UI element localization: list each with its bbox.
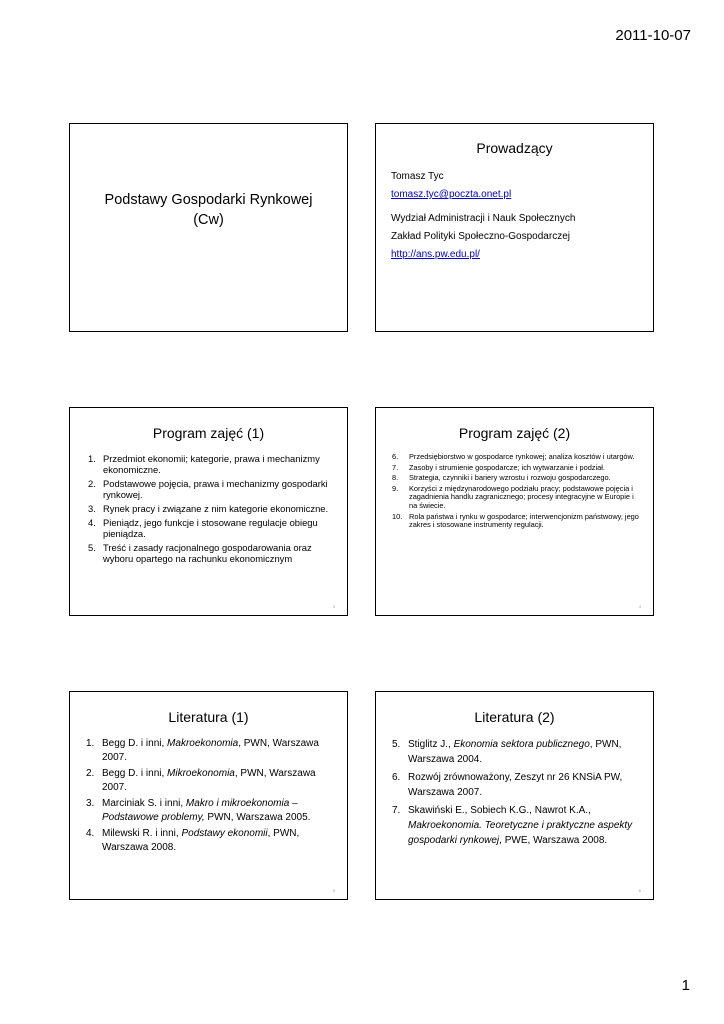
contact-info (376, 170, 653, 261)
list-item (376, 513, 639, 530)
faculty-name: Wydział Administracji i Nauk Społecznych (391, 213, 576, 224)
slide-heading: Program zajęć (2) (458, 425, 571, 441)
item-number: 5. (88, 542, 96, 553)
item-author: Begg D. i inni, (102, 738, 168, 749)
list-item (376, 803, 639, 848)
slide-literature-2 (375, 691, 654, 900)
item-book-title: Ekonomia sektora publicznego (453, 739, 590, 750)
slide-heading: Program zajęć (1) (152, 425, 265, 441)
list-item (70, 517, 333, 539)
list-item (70, 797, 333, 824)
slide-heading: Literatura (1) (168, 709, 249, 725)
list-item (376, 737, 639, 767)
item-text: Pieniądz, jego funkcje i stosowane regulacje obiegu pieniądza. (103, 517, 318, 539)
item-number: 2. (86, 768, 95, 779)
list-item (376, 770, 639, 800)
website-link[interactable]: http://ans.pw.edu.pl/ (391, 249, 480, 260)
item-book-title: Makroekonomia. Teoretyczne i praktyczne aspekty gospodarki rynkowej (408, 820, 633, 846)
list-item (70, 453, 333, 475)
list-item (70, 737, 333, 764)
slide-program-2 (375, 407, 654, 616)
list-item (376, 453, 639, 462)
page-number: 1 (681, 977, 690, 994)
page-date: 2011-10-07 (615, 27, 691, 44)
item-text: Rynek pracy i związane z nim kategorie ekonomiczne. (103, 503, 329, 514)
list-item (376, 464, 639, 473)
item-number: 5. (392, 739, 401, 750)
item-author: Marciniak S. i inni, (102, 798, 186, 809)
item-number: 3. (88, 503, 96, 514)
item-author: Rozwój zrównoważony, Zeszyt nr 26 KNSiA PW, Warszawa 2007. (408, 772, 623, 798)
list-item (376, 474, 639, 483)
item-number: 1. (86, 738, 95, 749)
list-item (70, 767, 333, 794)
slide-literature-1 (69, 691, 348, 900)
slide-main-title (70, 190, 347, 230)
program-list (70, 453, 347, 564)
item-number: 9. (392, 483, 399, 493)
email-link[interactable]: tomasz.tyc@poczta.onet.pl (391, 189, 512, 200)
literature-list (70, 737, 347, 854)
item-number: 4. (86, 828, 95, 839)
item-book-title: Makro i mikroekonomia – Podstawowe problemy, (102, 798, 298, 823)
item-author: Begg D. i inni, (102, 768, 168, 779)
item-text: Przedmiot ekonomii; kategorie, prawa i mechanizmy ekonomiczne. (103, 453, 320, 475)
instructor-name: Tomasz Tyc (391, 171, 444, 182)
title-line-2: (Cw) (193, 212, 224, 228)
item-author: Milewski R. i inni, (102, 828, 182, 839)
item-publisher: , PWE, Warszawa 2008. (499, 835, 608, 846)
item-text: Podstawowe pojęcia, prawa i mechanizmy gospodarki rynkowej. (103, 478, 328, 500)
list-item (376, 485, 639, 511)
list-item (70, 503, 333, 514)
item-number: 6. (392, 452, 399, 461)
slide-title (69, 123, 348, 332)
slide-number: 3 (332, 604, 335, 609)
item-book-title: Podstawy ekonomii (181, 828, 268, 839)
title-line-1: Podstawy Gospodarki Rynkowej (104, 192, 313, 208)
list-item (70, 478, 333, 500)
list-item (70, 827, 333, 854)
item-publisher: , PWN, Warszawa 2004. (408, 739, 622, 765)
item-text: Zasoby i strumienie gospodarcze; ich wytwarzanie i podział. (409, 462, 605, 472)
literature-list (376, 737, 653, 848)
item-number: 4. (88, 517, 96, 528)
item-text: Rola państwa i rynku w gospodarce; interwencjonizm państwowy, jego zakres i stosowane instrumenty regulacji. (409, 511, 639, 530)
slide-number: 5 (332, 888, 335, 893)
item-book-title: Mikroekonomia (167, 768, 235, 779)
slide-heading: Prowadzący (476, 140, 553, 156)
item-publisher: PWN, Warszawa 2005. (204, 811, 311, 823)
item-author: Skawiński E., Sobiech K.G., Nawrot K.A., (408, 805, 591, 816)
program-list (376, 453, 653, 530)
slide-number: 4 (638, 604, 641, 609)
slide-program-1 (69, 407, 348, 616)
item-publisher: , PWN, Warszawa 2008. (102, 828, 300, 853)
item-number: 8. (392, 473, 399, 483)
item-number: 6. (392, 772, 401, 783)
item-number: 7. (392, 805, 401, 816)
slide-instructor (375, 123, 654, 332)
item-number: 2. (88, 478, 96, 489)
item-number: 10. (392, 511, 403, 521)
item-author: Stiglitz J., (408, 739, 454, 750)
slide-number: 6 (638, 888, 641, 893)
item-text: Korzyści z międzynarodowego podziału pracy; podstawowe pojęcia i zagadnienia handlu zagranicznego; procesy integracyjne w Europie i na świecie. (409, 483, 634, 510)
item-number: 7. (392, 462, 399, 472)
item-text: Przedsiębiorstwo w gospodarce rynkowej; analiza kosztów i utargów. (409, 452, 635, 461)
item-publisher: , PWN, Warszawa 2007. (102, 738, 319, 763)
item-text: Treść i zasady racjonalnego gospodarowania oraz wyboru opartego na rachunku ekonomicznym (103, 542, 312, 564)
item-number: 1. (88, 453, 96, 464)
item-number: 3. (86, 798, 95, 809)
item-publisher: , PWN, Warszawa 2007. (102, 768, 316, 793)
item-book-title: Makroekonomia (167, 738, 239, 749)
item-text: Strategia, czynniki i bariery wzrostu i rozwoju gospodarczego. (409, 473, 611, 483)
list-item (70, 542, 333, 564)
slide-heading: Literatura (2) (474, 709, 555, 725)
department-name: Zakład Polityki Społeczno-Gospodarczej (391, 231, 570, 242)
